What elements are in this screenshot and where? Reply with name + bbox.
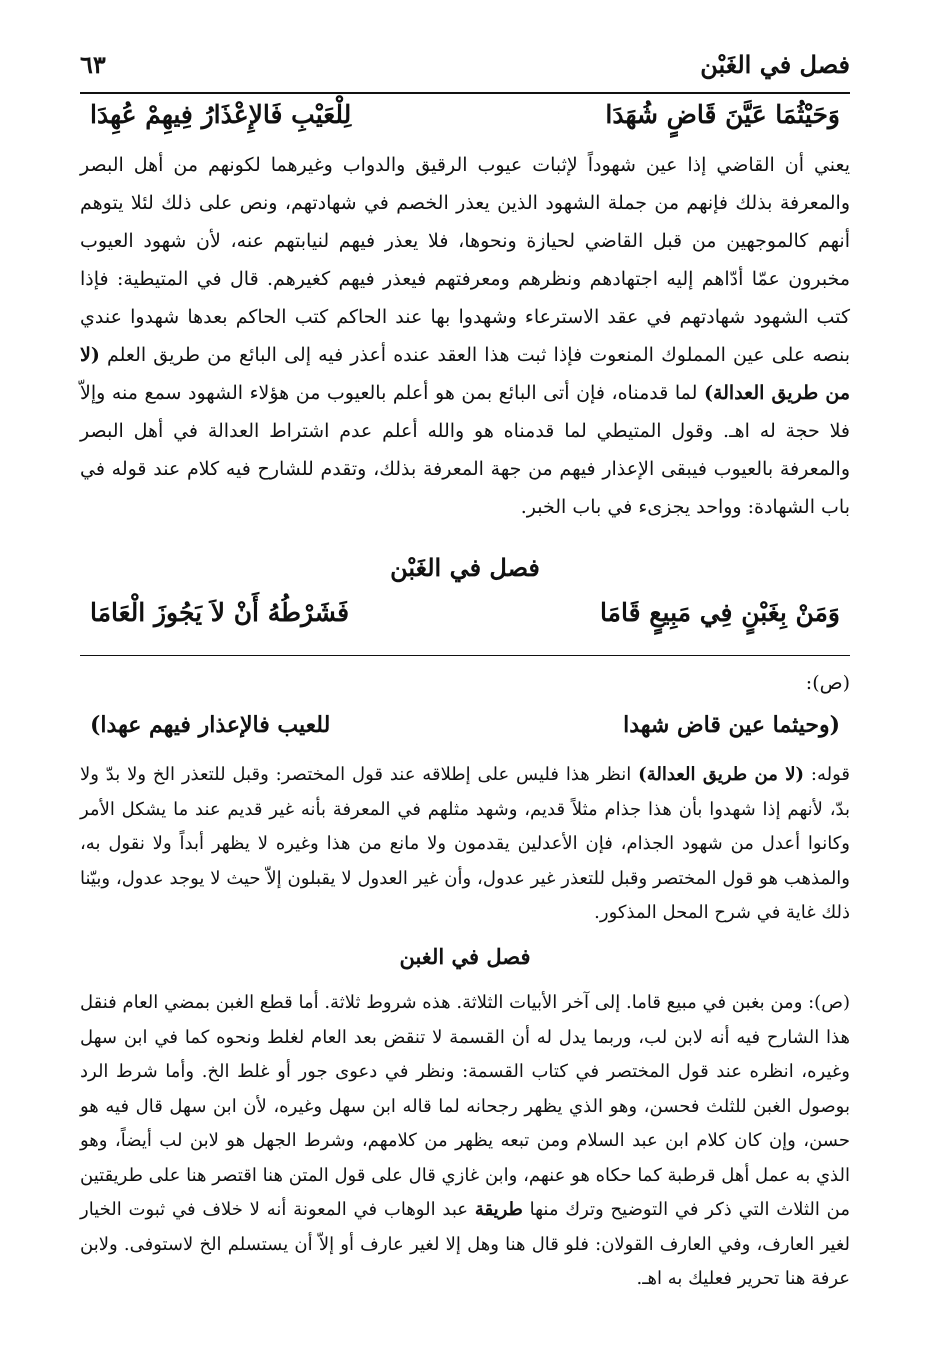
notes-text: (ص): ومن بغبن في مبيع قاما. إلى آخر الأبيات الثلاثة. هذه شروط ثلاثة. أما قطع الغبن بمضي العام فنقل هذا الشارح فيه أنه لابن لب، وربما يدل له أن القسمة لا تنقض بعد العام لغلط ونحوه كما في ابن سهل وغيره، انظره عند قول المختصر في كتاب القسمة: ونظر في دعوى جور أو غلط الخ. وأما شرط الرد بوصول الغبن للثلث فحسن، وهو الذي يظهر رجحانه لما قاله ابن سهل وغيره، لأن ابن سهل قال فيه هو حسن، وإن كان كلام ابن عبد السلام ومن تبعه يظهر من كلامهم، وشرط الجهل هو لابن لب أيضاً، وهو الذي به عمل أهل قرطبة كما حكاه هو عنهم، وابن غازي قال على قول المتن هنا اقتصر هنا على طريقتين من الثلاث التي ذكر في التوضيح وترك منها (80, 992, 851, 1220)
bold-phrase: طريقة (474, 1199, 523, 1220)
bold-phrase: (لا من طريق العدالة) (80, 344, 851, 404)
bold-phrase: (لا من طريق العدالة) (638, 764, 805, 785)
verse-first-hemistich: وَحَيْثُمَا عَيَّنَ قَاضٍ شُهَدَا (605, 100, 840, 129)
verse-second-hemistich: لِلْعَيْبِ فَالإِعْذَارُ فِيهِمْ عُهِدَا (90, 100, 352, 129)
page-number: ٦٣ (80, 50, 106, 79)
notes-verse (90, 712, 840, 756)
commentary-text: يعني أن القاضي إذا عين شهوداً لإثبات عيوب الرقيق والدواب وغيرهما لكونهم من أهل البصر والمعرفة بذلك فإنهم من جملة الشهود الذين يعذر الخصم في شهادتهم، ونص على ذلك لئلا يتوهم أنهم كالموجهين من قبل القاضي لحيازة ونحوها، فلا يعذر فيهم لنيابتهم عنه، لأن شهود العيوب مخبرون عمّا أدّاهم إليه اجتهادهم ونظرهم ومعرفتهم فيعذر فيهم كغيرهم. قال في المتيطية: فإذا كتب الشهود شهادتهم في عقد الاسترعاء وشهدوا بها عند الحاكم كتب الحاكم بعدها شهدوا عندي بنصه على عين المملوك المنعوت فإذا ثبت هذا العقد عنده أعذر فيه إلى البائع من طريق العلم (80, 154, 851, 366)
notes-paragraph-2 (80, 986, 850, 1297)
section-heading: فصل في الغَبْن (390, 553, 540, 582)
notes-paragraph (80, 758, 850, 931)
poem-verse-2 (90, 598, 840, 642)
notes-text: انظر هذا فليس على إطلاقه عند قول المختصر: وقبل للتعذر الخ ولا بدّ ولا بدّ، لأنهم إذا شهدوا بأن هذا جذام مثلاً قديم، وشهد مثلهم في المعرفة بأنه غير قديم عند ما يشكل الأمر وكانوا أعدل من شهود الجذام، فإن الأعدلين يقدمون ولا مانع من هذا وغيره لا يظهر أبداً ولا نقول به، والمذهب هو قول المختصر وقبل للتعذر غير عدول، وأن غير العدول لا يقبلون إلاّ حيث لا يوجد عدول، وبيّنا ذلك غاية في شرح المحل المذكور. (80, 764, 850, 923)
qawluhu-label: قوله: (810, 764, 850, 785)
footnote-separator (80, 655, 850, 656)
commentary-text-continued: لما قدمناه، فإن أتى البائع بمن هو أعلم بالعيوب من هؤلاء الشهود سمع منه وإلاّ فلا حجة له اهـ. وقول المتيطي لما قدمناه هو والله أعلم عدم اشتراط العدالة في أهل البصر والمعرفة بالعيوب فيبقى الإعذار فيهم من جهة المعرفة بذلك، وتقدم للشارح فيه كلام عند قوله في باب الشهادة: وواحد يجزىء في باب الخبر. (80, 382, 850, 518)
notes-section-heading: فصل في الغبن (399, 944, 531, 969)
verse-second-hemistich: للعيب فالإعذار فيهم عهدا) (90, 712, 331, 738)
header-rule (80, 92, 850, 94)
commentary-paragraph (80, 146, 850, 526)
poem-verse (90, 100, 840, 144)
verse-second-hemistich: فَشَرْطُهُ أَنْ لاَ يَجُوزَ الْعَامَا (90, 598, 350, 627)
verse-first-hemistich: وَمَنْ بِغَبْنٍ فِي مَبِيعٍ قَامَا (599, 598, 840, 627)
running-title: فصل في الغَبْن (700, 50, 850, 79)
verse-first-hemistich: (وحيثما عين قاض شهدا (623, 712, 840, 738)
running-header (80, 50, 850, 84)
notes-text-continued: عبد الوهاب في المعونة أنه لا خلاف في ثبوت الخيار لغير العارف، وفي العارف القولان: فلو قال هنا وهل إلا لغير عارف أو إلاّ أن يستسلم الخ لاستوفى. ولابن عرفة هنا تحرير فعليك به اهـ. (80, 1199, 850, 1289)
sad-label: (ص): (805, 672, 850, 694)
